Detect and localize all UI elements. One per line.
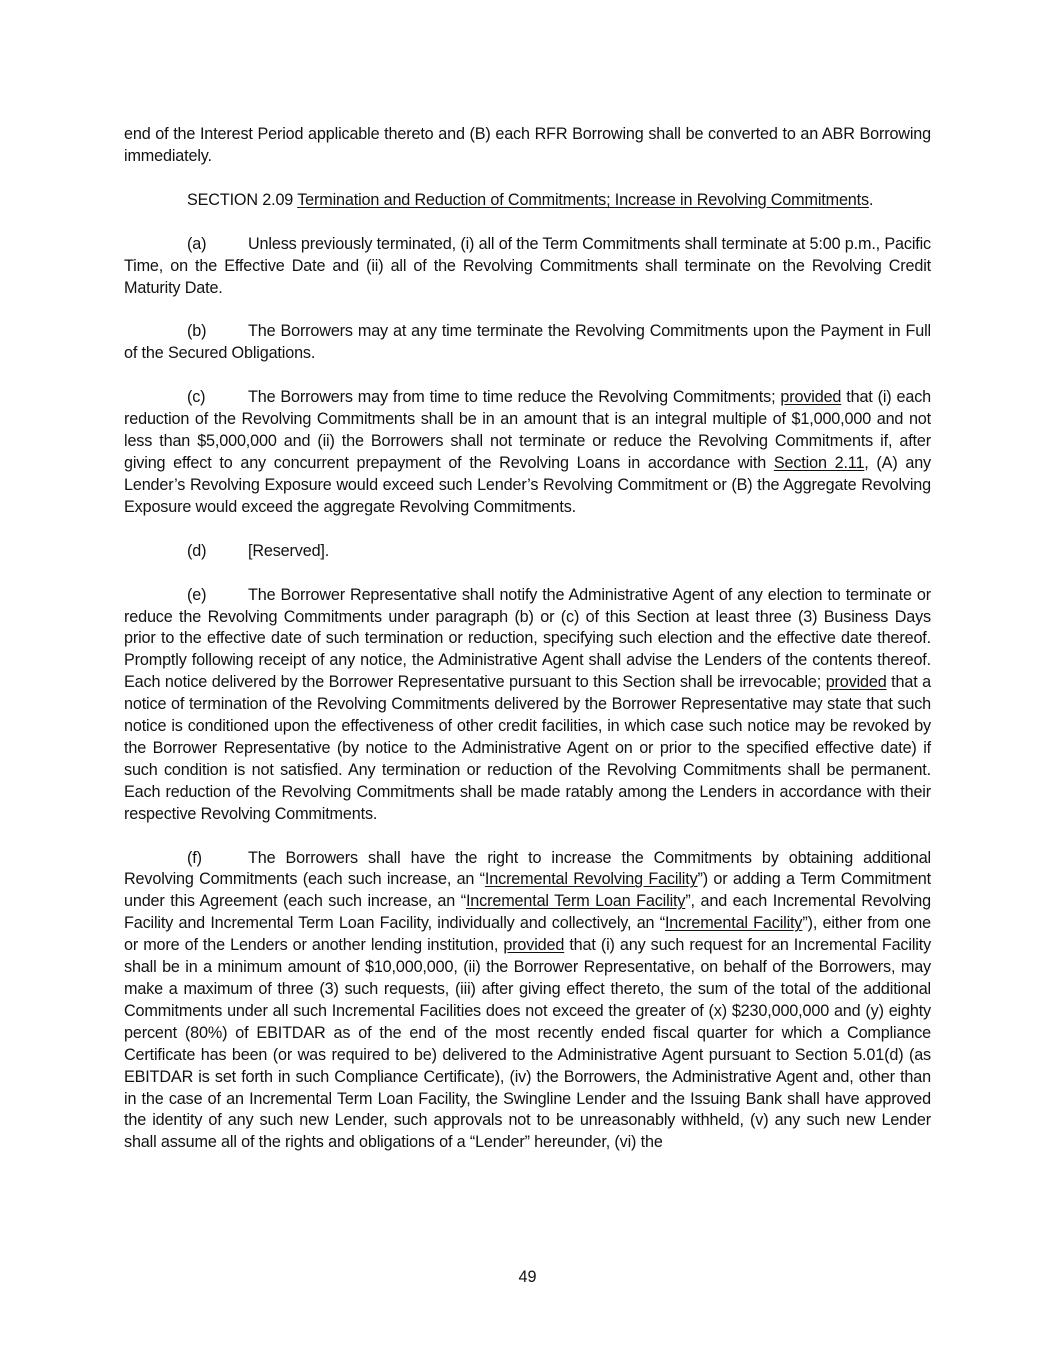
- paragraph-f-label: (f): [187, 848, 202, 867]
- continuation-text: end of the Interest Period applicable thereto and (B) each RFR Borrowing shall be converted to an ABR Borrowing immediately.: [124, 125, 931, 165]
- paragraph-f: (f) The Borrowers shall have the right to increase the Commitments by obtaining additional Revolving Commitments (each such increase, an “Incremental Revolving Facility”) or adding a Term Commitment under this Agreement (each such increase, an “Incremental Term Loan Facility”, and each Incremental Revolving Facility and Incremental Term Loan Facility, individually and collectively, an “Incremental Facility”), either from one or more of the Lenders or another lending institution, provided that (i) any such request for an Incremental Facility shall be in a minimum amount of $10,000,000, (ii) the Borrower Representative, on behalf of the Borrowers, may make a maximum of three (3) such requests, (iii) after giving effect thereto, the sum of the total of the additional Commitments under all such Incremental Facilities does not exceed the greater of (x) $230,000,000 and (y) eighty percent (80%) of EBITDAR as of the end of the most recently ended fiscal quarter for which a Compliance Certificate has been (or was required to be) delivered to the Administrative Agent pursuant to Section 5.01(d) (as EBITDAR is set forth in such Compliance Certificate), (iv) the Borrowers, the Administrative Agent and, other than in the case of an Incremental Term Loan Facility, the Swingline Lender and the Issuing Bank shall have approved the identity of any such new Lender, such approvals not to be unreasonably withheld, (v) any such new Lender shall assume all of the rights and obligations of a “Lender” hereunder, (vi) the: [124, 848, 932, 1152]
- section-title: Termination and Reduction of Commitments; Increase in Revolving Commitments: [297, 190, 869, 209]
- paragraph-d: [124, 541, 931, 563]
- provided-term: provided: [503, 936, 565, 955]
- paragraph-a-text: Unless previously terminated, (i) all of the Term Commitments shall terminate at 5:00 p.m., Pacific Time, on the Effective Date and (ii) all of the Revolving Commitments shall terminate on the Revolving Credit Maturity Date.: [124, 234, 931, 297]
- provided-term: provided: [780, 388, 842, 407]
- paragraph-c-label: (c): [187, 388, 206, 407]
- section-heading: SECTION 2.09 Termination and Reduction of Commitments; Increase in Revolving Commitments.: [187, 190, 874, 209]
- defined-term-incremental-revolving-facility: Incremental Revolving Facility: [484, 870, 698, 889]
- paragraph-b: [124, 321, 931, 365]
- defined-term-incremental-term-loan-facility: Incremental Term Loan Facility: [465, 892, 686, 911]
- section-reference: Section 2.11: [773, 453, 865, 472]
- paragraph-d-text: [Reserved].: [248, 541, 330, 560]
- paragraph-b-text: The Borrowers may at any time terminate the Revolving Commitments upon the Payment in Full of the Secured Obligations.: [124, 322, 931, 363]
- paragraph-b-label: (b): [187, 322, 207, 341]
- paragraph-a: [124, 234, 931, 300]
- paragraph-a-label: (a): [187, 234, 207, 253]
- paragraph-e-label: (e): [187, 585, 207, 604]
- paragraph-e: (e) The Borrower Representative shall notify the Administrative Agent of any election to terminate or reduce the Revolving Commitments under paragraph (b) or (c) of this Section at least three (3) Business Days prior to the effective date of such termination or reduction, specifying such election and the effective date thereof. Promptly following receipt of any notice, the Administrative Agent shall advise the Lenders of the contents thereof. Each notice delivered by the Borrower Representative pursuant to this Section shall be irrevocable; provided that a notice of termination of the Revolving Commitments delivered by the Borrower Representative may state that such notice is conditioned upon the effectiveness of other credit facilities, in which case such notice may be revoked by the Borrower Representative (by notice to the Administrative Agent on or prior to the specified effective date) if such condition is not satisfied. Any termination or reduction of the Revolving Commitments shall be permanent. Each reduction of the Revolving Commitments shall be made ratably among the Lenders in accordance with their respective Revolving Commitments.: [124, 585, 931, 823]
- continuation-paragraph: [124, 124, 931, 168]
- paragraph-c: (c) The Borrowers may from time to time reduce the Revolving Commitments; provided that (i) each reduction of the Revolving Commitments shall be in an amount that is an integral multiple of $1,000,000 and not less than $5,000,000 and (ii) the Borrowers shall not terminate or reduce the Revolving Commitments if, after giving effect to any concurrent prepayment of the Revolving Loans in accordance with Section 2.11, (A) any Lender’s Revolving Exposure would exceed such Lender’s Revolving Commitment or (B) the Aggregate Revolving Exposure would exceed the aggregate Revolving Commitments.: [124, 388, 932, 516]
- provided-term: provided: [825, 673, 887, 692]
- page-number: 49: [518, 1268, 537, 1286]
- paragraph-d-label: (d): [187, 541, 207, 560]
- section-number: SECTION 2.09: [187, 190, 294, 209]
- document-page: [124, 124, 931, 1154]
- defined-term-incremental-facility: Incremental Facility: [664, 914, 803, 933]
